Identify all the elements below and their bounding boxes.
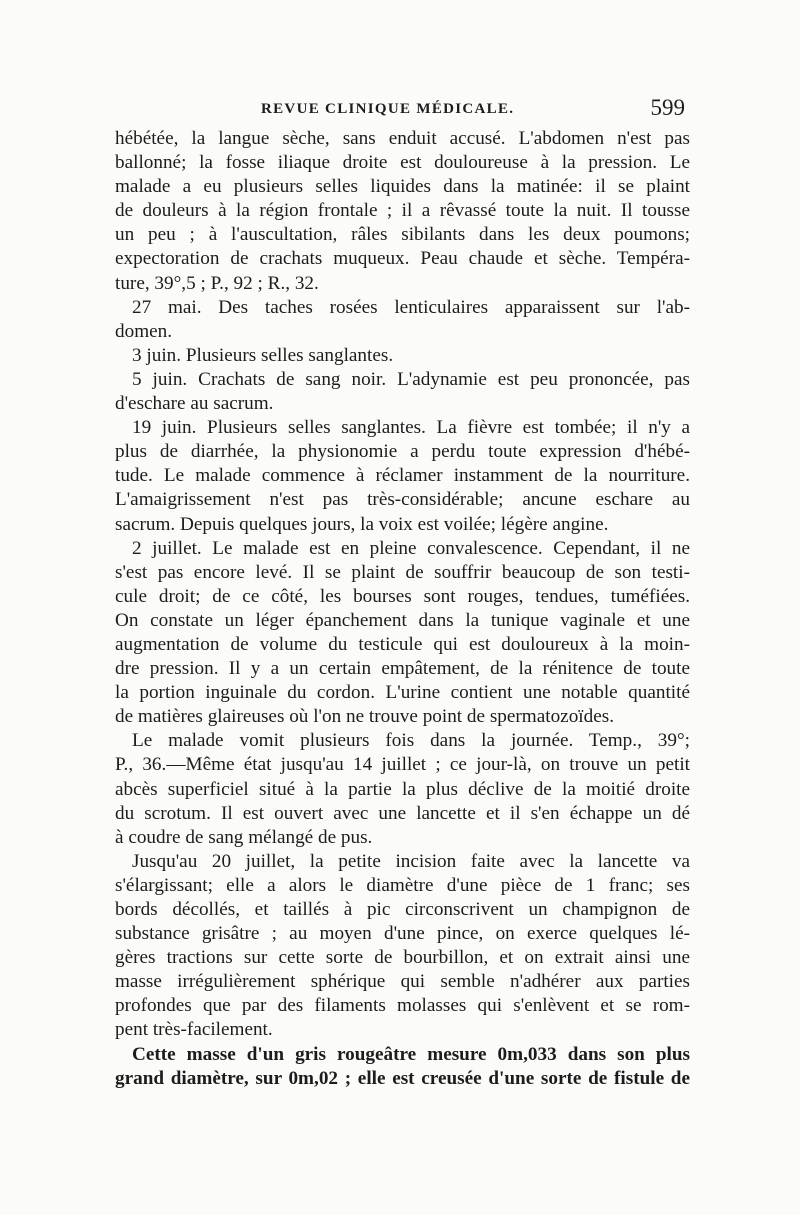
text-line: abcès superficiel situé à la partie la plus déclive de la moitié droite: [115, 778, 690, 800]
text-line: Cette masse d'un gris rougeâtre mesure 0m,033 dans son plus: [132, 1043, 690, 1065]
text-line: s'élargissant; elle a alors le diamètre d'une pièce de 1 franc; ses: [115, 874, 690, 896]
text-line: malade a eu plusieurs selles liquides dans la matinée: il se plaint: [115, 176, 690, 198]
text-line: augmentation de volume du testicule qui est douloureux à la moin-: [115, 633, 690, 655]
text-line: du scrotum. Il est ouvert avec une lancette et il s'en échappe un dé: [115, 802, 690, 824]
text-line: à coudre de sang mélangé de pus.: [115, 826, 373, 848]
text-line: gères tractions sur cette sorte de bourbillon, et on extrait ainsi une: [115, 947, 690, 969]
text-line: bords décollés, et taillés à pic circonscrivent un champignon de: [115, 899, 690, 920]
text-line: s'est pas encore levé. Il se plaint de souffrir beaucoup de son testi-: [115, 561, 690, 583]
body-text: [115, 127, 690, 1091]
text-line: un peu ; à l'auscultation, râles sibilants dans les deux poumons;: [115, 224, 690, 246]
text-line: 19 juin. Plusieurs selles sanglantes. La fièvre est tombée; il n'y a: [132, 417, 690, 439]
text-line: On constate un léger épanchement dans la tunique vaginale et une: [115, 609, 690, 631]
text-line: grand diamètre, sur 0m,02 ; elle est creusée d'une sorte de fistule de: [115, 1067, 690, 1089]
page-header: [115, 95, 690, 125]
text-line: P., 36.—Même état jusqu'au 14 juillet ; ce jour-là, on trouve un petit: [115, 754, 690, 776]
text-line: de douleurs à la région frontale ; il a rêvassé toute la nuit. Il tousse: [115, 200, 690, 222]
text-line: 3 juin. Plusieurs selles sanglantes.: [132, 344, 394, 366]
running-title: REVUE CLINIQUE MÉDICALE.: [261, 101, 515, 117]
text-line: profondes que par des filaments molasses qui s'enlèvent et se rom-: [115, 995, 690, 1017]
text-line: 2 juillet. Le malade est en pleine convalescence. Cependant, il ne: [132, 537, 690, 559]
text-line: masse irrégulièrement sphérique qui semble n'adhérer aux parties: [115, 971, 690, 993]
text-line: substance grisâtre ; au moyen d'une pince, on exerce quelques lé-: [115, 923, 690, 945]
text-line: 27 mai. Des taches rosées lenticulaires apparaissent sur l'ab-: [132, 296, 690, 318]
text-line: hébétée, la langue sèche, sans enduit accusé. L'abdomen n'est pas: [115, 128, 690, 149]
text-line: ture, 39°,5 ; P., 92 ; R., 32.: [115, 272, 319, 294]
text-line: la portion inguinale du cordon. L'urine contient une notable quantité: [115, 682, 690, 704]
text-line: Jusqu'au 20 juillet, la petite incision faite avec la lancette va: [132, 850, 690, 872]
text-line: domen.: [115, 320, 173, 342]
text-line: ballonné; la fosse iliaque droite est douloureuse à la pression. Le: [115, 152, 690, 174]
document-page: [115, 95, 690, 1091]
text-line: plus de diarrhée, la physionomie a perdu toute expression d'hébé-: [115, 441, 690, 463]
text-line: de matières glaireuses où l'on ne trouve point de spermatozoïdes.: [115, 706, 614, 728]
page-number: 599: [650, 95, 685, 120]
text-line: d'eschare au sacrum.: [115, 393, 274, 415]
text-line: expectoration de crachats muqueux. Peau chaude et sèche. Tempéra-: [115, 248, 690, 270]
text-line: sacrum. Depuis quelques jours, la voix est voilée; légère angine.: [115, 513, 609, 535]
text-line: L'amaigrissement n'est pas très-considérable; ancune eschare au: [115, 489, 690, 511]
text-line: dre pression. Il y a un certain empâtement, de la rénitence de toute: [115, 658, 690, 680]
text-line: Le malade vomit plusieurs fois dans la journée. Temp., 39°;: [132, 730, 690, 752]
text-line: tude. Le malade commence à réclamer instamment de la nourriture.: [115, 465, 690, 487]
text-line: cule droit; de ce côté, les bourses sont rouges, tendues, tuméfiées.: [115, 585, 690, 607]
text-line: 5 juin. Crachats de sang noir. L'adynamie est peu prononcée, pas: [132, 368, 690, 390]
text-line: pent très-facilement.: [115, 1019, 273, 1041]
